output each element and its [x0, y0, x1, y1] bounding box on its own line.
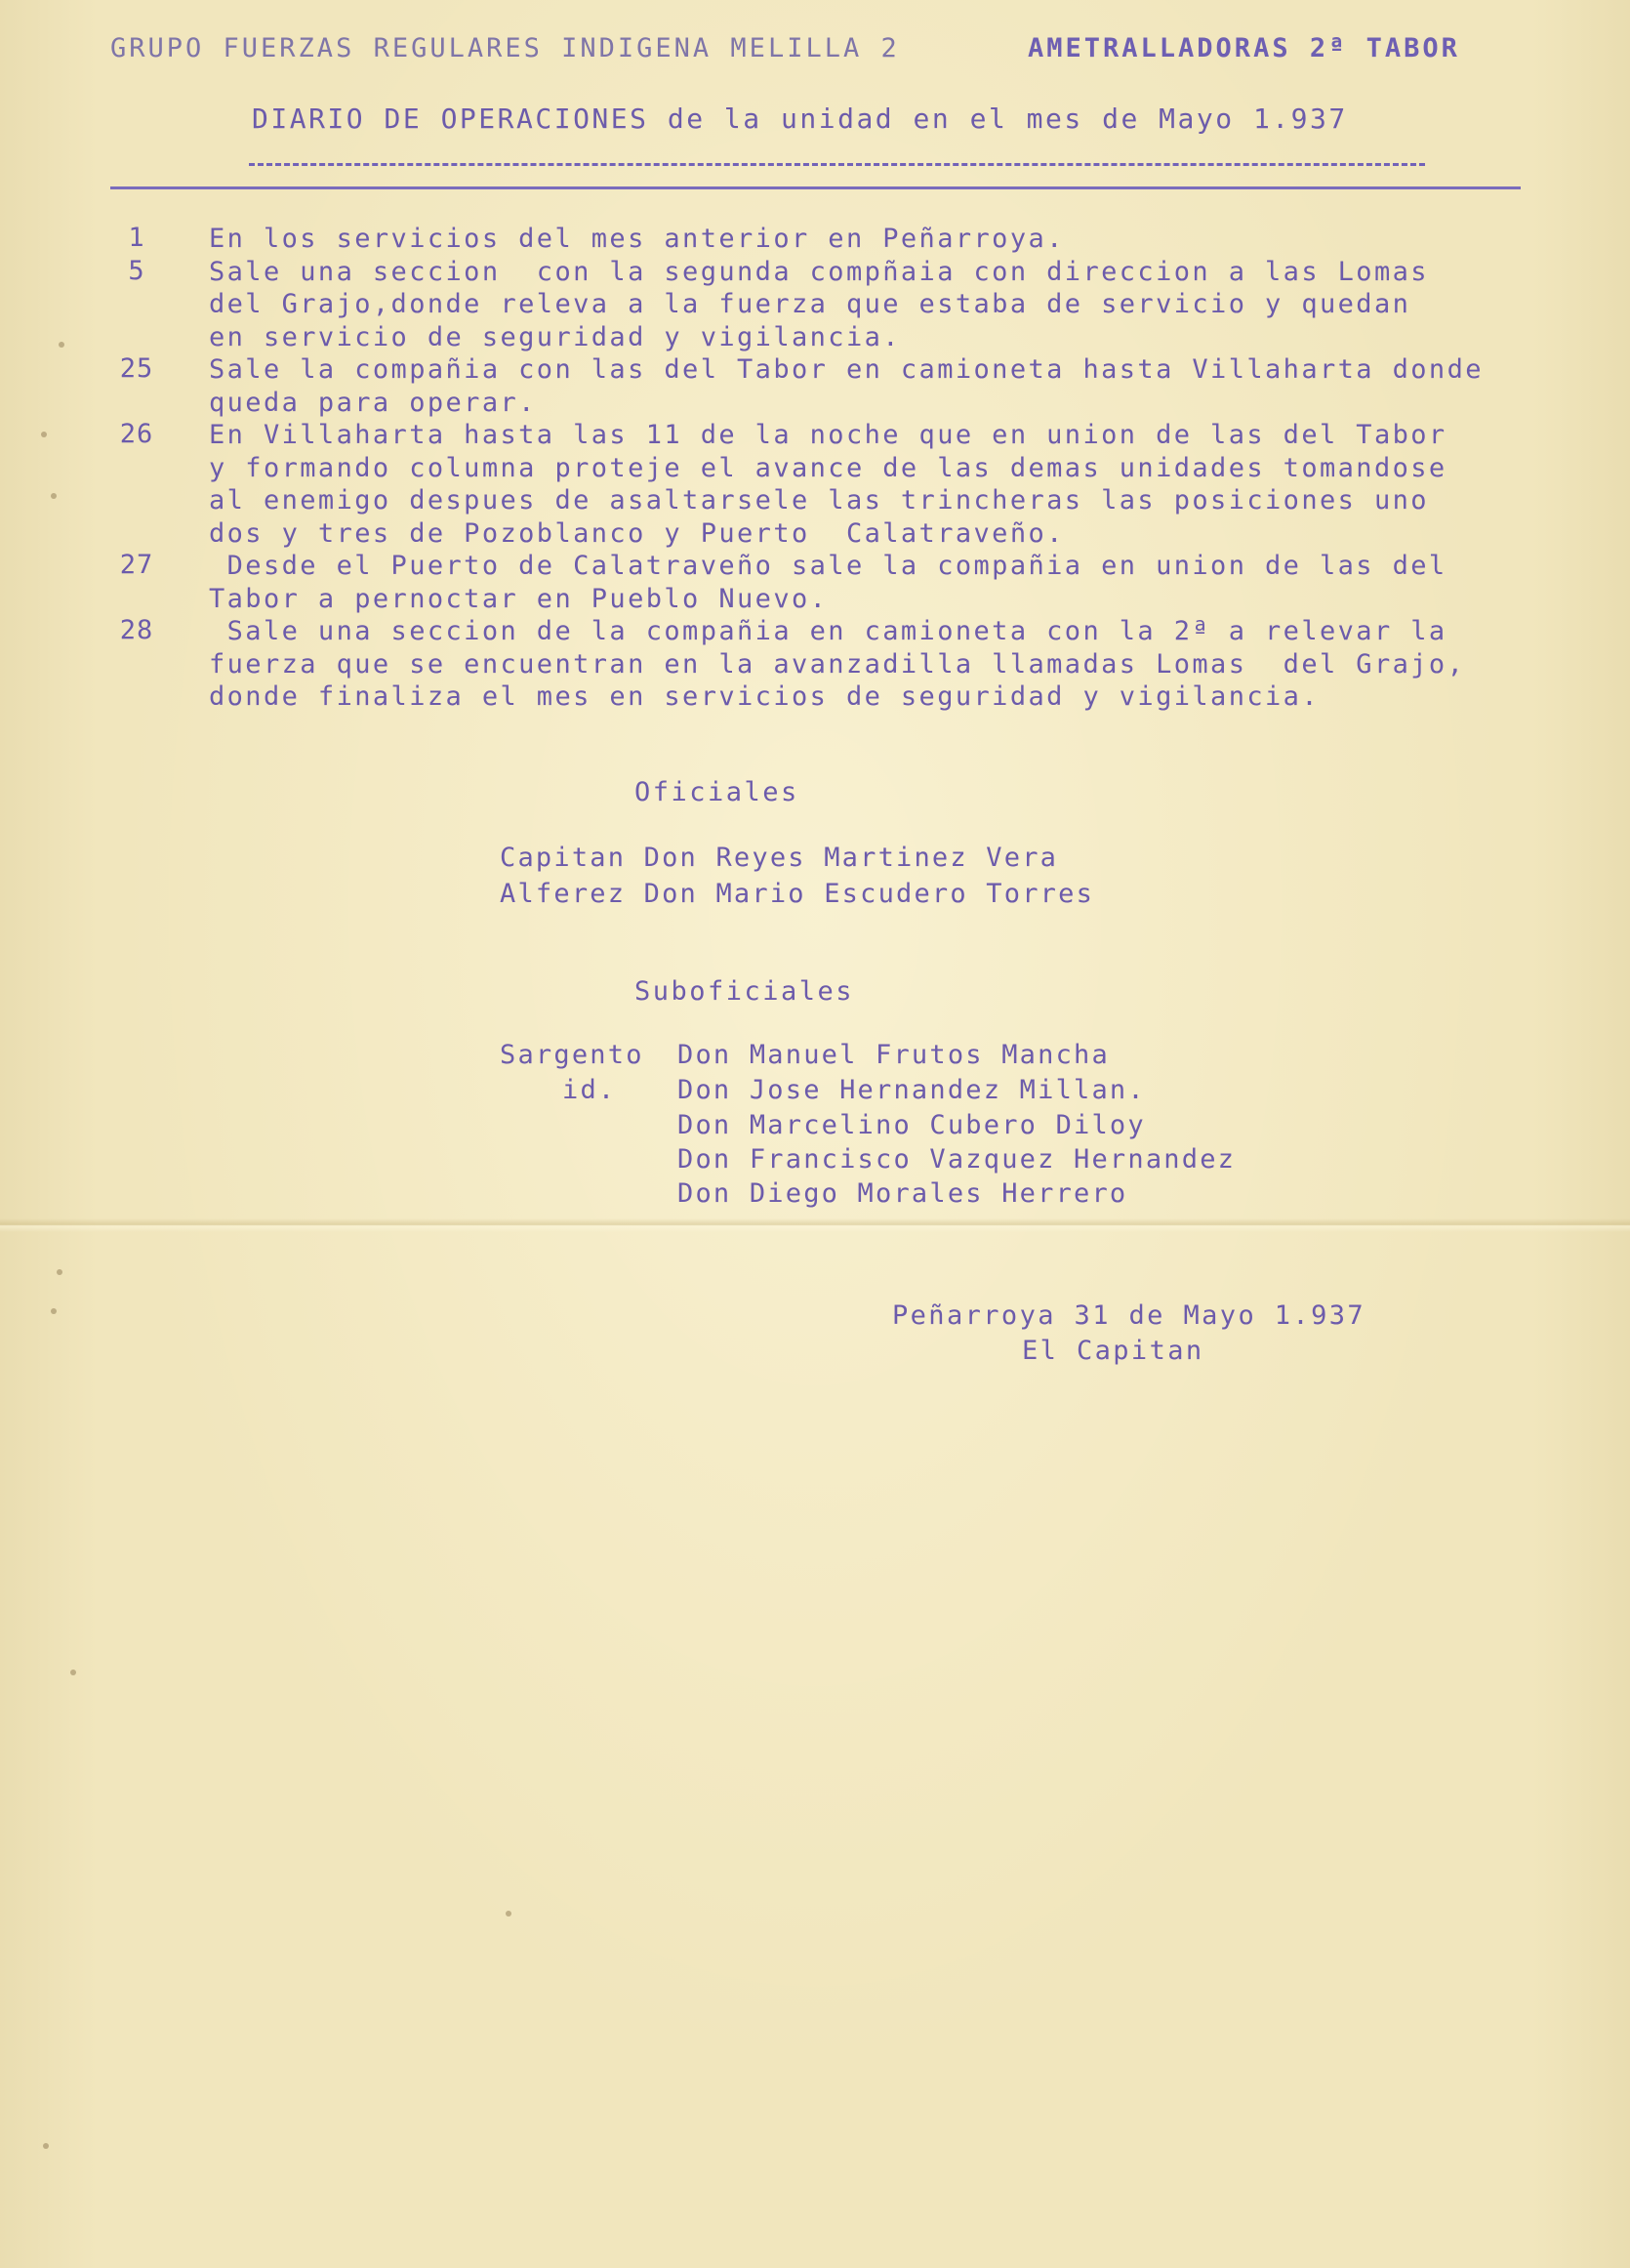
oficiales-title: Oficiales [634, 777, 799, 807]
diary-entry [0, 353, 1630, 419]
diary-entry [0, 550, 1630, 615]
entry-text-line: dos y tres de Pozoblanco y Puerto Calatraveño. [209, 517, 1065, 549]
entry-text-line: del Grajo,donde releva a la fuerza que estaba de servicio y quedan [209, 289, 1411, 319]
suboficial-rank: Sargento [500, 1040, 644, 1070]
suboficial-rank: id. [562, 1075, 617, 1105]
signature-role: El Capitan [1022, 1336, 1204, 1366]
diary-entry [0, 256, 1630, 354]
suboficial-name: Don Manuel Frutos Mancha [677, 1040, 1110, 1070]
entry-day: 28 [119, 615, 154, 645]
entry-text-line: queda para operar. [209, 387, 537, 418]
suboficial-name: Don Jose Hernandez Millan. [677, 1075, 1146, 1105]
punch-mark [70, 1670, 76, 1675]
entry-day: 27 [119, 550, 154, 580]
entry-text-line: fuerza que se encuentran en la avanzadilla llamadas Lomas del Grajo, [209, 648, 1466, 680]
document-title: DIARIO DE OPERACIONES de la unidad en el mes de Mayo 1.937 [252, 103, 1348, 135]
punch-mark [43, 2143, 49, 2149]
entry-text-line: Sale la compañia con las del Tabor en camioneta hasta Villaharta donde [209, 354, 1484, 385]
header-unit-company: AMETRALLADORAS 2ª TABOR [1028, 33, 1460, 63]
suboficial-name: Don Marcelino Cubero Diloy [677, 1110, 1146, 1140]
suboficial-name: Don Diego Morales Herrero [677, 1178, 1128, 1209]
diary-entry [0, 223, 1630, 256]
entry-text-line: y formando columna proteje el avance de las demas unidades tomandose [209, 452, 1447, 483]
entry-text-line: Tabor a pernoctar en Pueblo Nuevo. [209, 583, 829, 614]
header-unit-group: GRUPO FUERZAS REGULARES INDIGENA MELILLA 2 [110, 33, 900, 63]
entry-text-line: Sale una seccion de la compañia en camioneta con la 2ª a relevar la [209, 616, 1447, 646]
diary-entries [0, 223, 1630, 714]
diary-entry [0, 419, 1630, 550]
oficial-name: Alferez Don Mario Escudero Torres [500, 879, 1095, 909]
entry-text-line: Sale una seccion con la segunda compñaia con direccion a las Lomas [209, 256, 1429, 287]
suboficiales-title: Suboficiales [634, 976, 855, 1007]
entry-text-line: donde finaliza el mes en servicios de seguridad y vigilancia. [209, 681, 1320, 712]
entry-text-line: En los servicios del mes anterior en Peñarroya. [209, 224, 1065, 254]
paper-fold-crease [0, 1218, 1630, 1232]
entry-text-line: al enemigo despues de asaltarsele las trincheras las posiciones uno [209, 485, 1429, 515]
punch-mark [506, 1911, 511, 1917]
entry-text-line: Desde el Puerto de Calatraveño sale la compañia en union de las del [209, 551, 1447, 581]
punch-mark [57, 1269, 62, 1275]
punch-mark [51, 1308, 57, 1314]
entry-text-line: en servicio de seguridad y vigilancia. [209, 321, 901, 352]
entry-text-line: En Villaharta hasta las 11 de la noche que en union de las del Tabor [209, 420, 1447, 450]
oficial-name: Capitan Don Reyes Martinez Vera [500, 843, 1059, 873]
diary-entry [0, 615, 1630, 714]
entry-day: 5 [128, 255, 145, 286]
entry-day: 25 [119, 353, 154, 384]
entry-day: 1 [128, 223, 145, 253]
entry-day: 26 [119, 419, 154, 449]
title-underline [249, 163, 1425, 166]
suboficial-name: Don Francisco Vazquez Hernandez [677, 1144, 1237, 1175]
signature-place-date: Peñarroya 31 de Mayo 1.937 [892, 1300, 1366, 1331]
